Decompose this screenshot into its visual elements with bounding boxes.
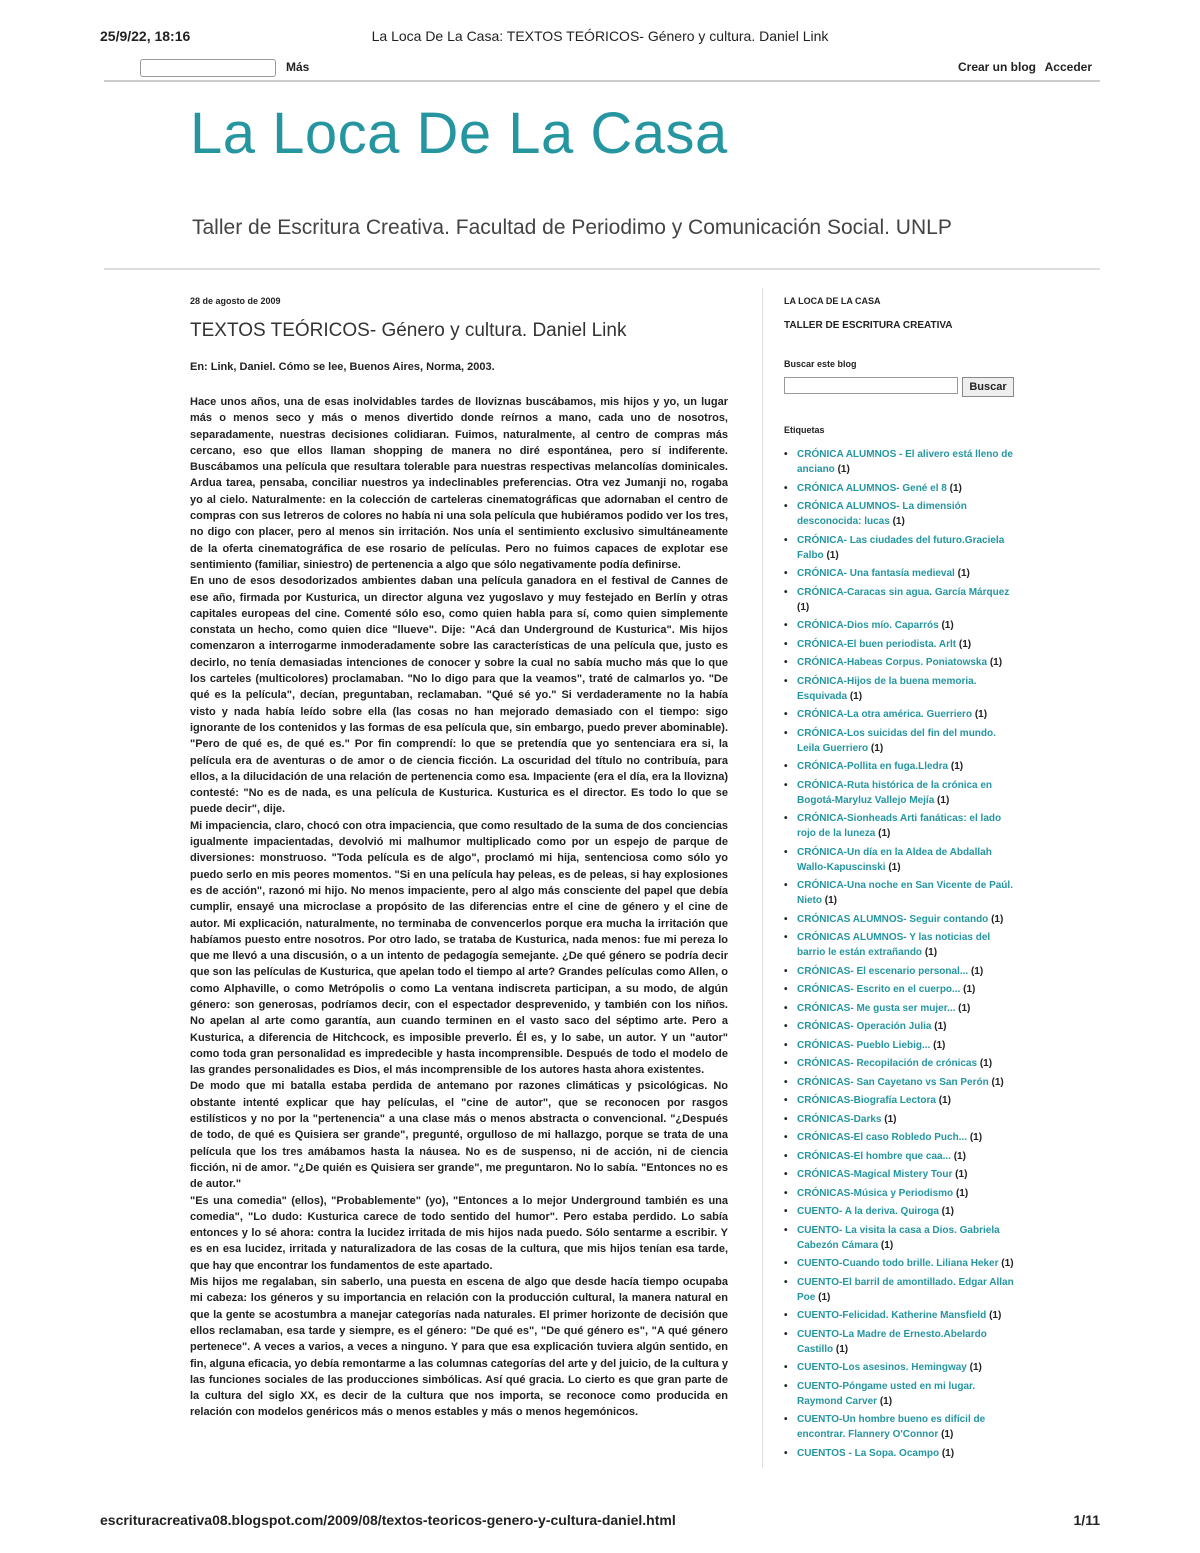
label-link[interactable]: CRÓNICA-Pollita en fuga.Lledra	[797, 761, 949, 772]
label-link[interactable]: CRÓNICAS-Magical Mistery Tour	[797, 1169, 953, 1180]
label-item	[784, 845, 1014, 875]
search-button[interactable]: Buscar	[962, 377, 1014, 397]
label-item	[784, 1186, 1014, 1201]
label-item	[784, 878, 1014, 908]
label-item	[784, 759, 1014, 774]
label-link[interactable]: CRÓNICAS-Darks	[797, 1113, 882, 1125]
label-link[interactable]: CRÓNICA- Las ciudades del futuro.Graciela Falbo	[797, 534, 1005, 561]
print-page-number: 1/11	[1073, 1512, 1100, 1528]
label-link[interactable]: CRÓNICAS- Recopilación de crónicas	[797, 1058, 978, 1069]
label-link[interactable]: CRÓNICA-La otra américa. Guerriero	[797, 709, 973, 720]
post-paragraph: Mi impaciencia, claro, chocó con otra impaciencia, que como resultado de la suma de dos conciencias igualmente impacientadas, devolvió mi malhumor multiplicado como por un espejo de parque de diversiones: monstruoso. "Toda película es de algo", proclamó mi hija, sentenciosa como sólo yo puedo serlo en mis peores momentos. "Si en una película hay peleas, es de peleas, si hay explosiones es de acción", razonó mi hijo. No menos impaciente, pero al algo más consciente del papel que debía cumplir, ensayé una microclase a propósito de las diferencias entre el cine de género y el cine de autor. Mi explicación, naturalmente, no terminaba de convencerlos porque era mucha la irritación que habíamos puesto entre nosotros. Por otro lado, se trataba de Kusturica, nada menos: fue mi pereza lo que me llevó a una discusión, o a un intento de pedagogía semejante. ¿De qué género se podría decir que son las películas de Kusturica, que apelan todo el tiempo al arte? Grandes películas como Allen, o como Alphaville, o como Metrópolis o como La ventana indiscreta participan, a su modo, de algún género: son generosas, podríamos decir, con el espectador desprevenido, y también con los niños. No apelan al arte como garantía, aun cuando terminen en el vasto saco del séptimo arte. Pero a Kusturica, a diferencia de Hitchcock, es imposible preverlo. Él es, y lo sabe, un autor. Y un "autor" como toda gran personalidad es impredecible y hasta incomprensible. Después de todo el modelo de las grandes personalidades es Dios, el más incomprensible de los autores hasta ahora existentes.	[190, 819, 728, 1077]
label-count: (1)	[941, 1206, 954, 1217]
labels-heading: Etiquetas	[784, 425, 825, 435]
navbar	[104, 52, 1100, 82]
sidebar	[784, 296, 1024, 1464]
label-item	[784, 499, 1014, 529]
header-divider	[104, 268, 1100, 270]
label-count: (1)	[924, 947, 938, 958]
label-link[interactable]: CUENTO-La Madre de Ernesto.Abelardo Castillo	[797, 1328, 987, 1355]
post-paragraph: Hace unos años, una de esas inolvidables tardes de lloviznas buscábamos, mis hijos y yo, un lugar más o menos seco y más o menos divertido donde reírnos a mano, cada uno de nosotros, separadamente, nuestras decisiones colidiaran. Fuimos, naturalmente, al centro de compras más cercano, eso que ellos llaman shopping de manera no diré espontánea, pero sí indiferente. Buscábamos una película que resultara tolerable para nuestras respectivas melancolías dominicales. Ardua tarea, pensaba, conciliar nuestros ya indeclinables preferencias. Otra vez Jumanji no, rogaba yo al cielo. Naturalmente: en la colección de carteleras cinematográficas que adornaban el centro de compras con sus letreros de colores no había ni una sola película que hubiéramos podido ver los tres, no digo con placer, pero al menos sin irritación. Nos unía el sentimiento exclusivo simultáneamente de la oferta cinematográfica de ese rosario de películas. Pero no fuimos capaces de explotar ese sentimiento (familiar, siniestro) de pertenencia a algo que sólo negativamente podía definirse.	[190, 396, 728, 571]
print-url: escrituracreativa08.blogspot.com/2009/08/textos-teoricos-genero-y-cultura-daniel.html	[100, 1512, 676, 1528]
label-item	[784, 811, 1014, 841]
label-count: (1)	[941, 1429, 954, 1440]
blog-description: Taller de Escritura Creativa. Facultad de Periodimo y Comunicación Social. UNLP	[192, 216, 952, 239]
label-link[interactable]: CRÓNICAS ALUMNOS- Seguir contando	[797, 913, 989, 925]
label-item	[784, 1360, 1014, 1375]
label-link[interactable]: CRÓNICA-Habeas Corpus. Poniatowska	[797, 657, 988, 668]
label-link[interactable]: CRÓNICAS- El escenario personal...	[797, 965, 969, 977]
label-count: (1)	[953, 1150, 966, 1162]
print-date: 25/9/22, 18:16	[100, 28, 191, 44]
post-paragraph: En uno de esos desodorizados ambientes daban una película ganadora en el festival de Cannes de ese año, firmada por Kusturica, un director alguna vez yugoslavo y muy festejado en Berlín y otras capitales europeas del cine. Comenté sólo eso, como quien habla para sí, como quien simplemente constata un hecho, como quien dice "llueve". Dije: "Acá dan Underground de Kusturica". Mis hijos comenzaron a interrogarme inmoderadamente sobre las características de una película que, justo es decirlo, no tenía demasiadas intenciones de conocer y sobre la cual no sabía mucho más que lo que los carteles (multicolores) proclamaban. "No lo digo para que la veamos", traté de calmarlos yo. "De qué es la película", decían, preguntaban, reclamaban. "Qué sé yo." Si verdaderamente no la había visto y nada había leído sobre ella (las cosas no han mejorado demasiado con el tiempo: sigo ignorante de los contenidos y las formas de esa película que, sin embargo, puedo prever abominable). "Pero de qué es, de qué es." Por fin comprendí: lo que se pretendía que yo sentenciara era si, la película era de aventuras o de amor o de ciencia ficción. La oscuridad del título no contribuía, para ellos, a la dilucidación de una relación de pertenencia como esa. Impaciente (era el día, era la llovizna) contesté: "No es de nada, es una película de Kusturica. Kusturica es el director. Es todo lo que se puede decir", dije.	[190, 575, 728, 816]
label-count: (1)	[969, 1362, 982, 1373]
label-item	[784, 585, 1014, 615]
label-item	[784, 674, 1014, 704]
label-item	[784, 982, 1014, 997]
label-link[interactable]: CRÓNICA ALUMNOS- Gené el 8	[797, 482, 947, 494]
post-paragraph: Mis hijos me regalaban, sin saberlo, una puesta en escena de algo que desde hacía tiempo ocupaba mi cabeza: los géneros y su importancia en relación con la producción cultural, la manera natural en que la gente se acostumbra a manejar categorías nada naturales. El primer horizonte de decisión que ellos reclamaban, esa tarde y siempre, es el género: "De qué es", "De qué género es", "A qué género pertenece". A veces a varios, a veces a ninguno. Y para que esa explicación tuviera algún sentido, en fin, alguna eficacia, yo debía remontarme a las columnas categorías del arte y del juicio, de la cultura y las funciones sociales de las producciones simbólicas. Así qué gracia. Lo cierto es que gran parte de la cultura del siglo XX, es decir de la cultura que nos importa, se reconoce como producida en relación con modelos genéricos más o menos estables y más o menos hegemónicos.	[190, 1276, 728, 1419]
label-link[interactable]: CUENTO- La visita la casa a Dios. Gabriela Cabezón Cámara	[797, 1224, 1000, 1251]
label-item	[784, 637, 1014, 652]
sidebar-heading: LA LOCA DE LA CASA	[784, 296, 881, 306]
label-item	[784, 1446, 1014, 1461]
label-item	[784, 964, 1014, 979]
label-count: (1)	[1001, 1258, 1014, 1269]
label-item	[784, 1327, 1014, 1357]
label-count: (1)	[989, 657, 1003, 668]
post-paragraph: De modo que mi batalla estaba perdida de antemano por razones climáticas y psicológicas. No obstante intenté explicar que hay películas, el "cine de autor", que se reconocen por rasgos estilísticos y no por la "pertenencia" a una clase más o menos abstracta o convencional. "¿Después de todo, de qué es Quisiera ser grande", pregunté, orgulloso de mi hallazgo, porque se trata de una película que los tres amábamos hasta la náusea. No es de suspenso, ni de acción, ni de ciencia ficción, ni de amor. "¿De quién es Quisiera ser grande", me preguntaron. No lo sabía. "Entonces no es de autor."	[190, 1080, 728, 1191]
search-heading: Buscar este blog	[784, 359, 857, 369]
label-count: (1)	[941, 620, 954, 631]
post-paragraph: "Es una comedia" (ellos), "Probablemente" (yo), "Entonces a lo mejor Underground también es una comedia", "Lo dudo: Kusturica carece de todo sentido del humor". Pero estaba perdido. Lo sabía entonces y lo sé ahora: contra la lucidez irritada de mis hijos nada puedo. Sólo sentarme a escribir. Y es en esa lucidez, irritada y naturalizadora de las cosas de la cultura, que mis hijos tenían esa tarde, que hay que encontrar los fundamentos de este apartado.	[190, 1194, 728, 1272]
label-count: (1)	[892, 516, 905, 527]
create-blog-link[interactable]: Crear un blog	[957, 60, 1036, 74]
label-item	[784, 447, 1014, 477]
label-item	[784, 1204, 1014, 1219]
post-title[interactable]: TEXTOS TEÓRICOS- Género y cultura. Daniel Link	[190, 320, 627, 341]
post-source: En: Link, Daniel. Cómo se lee, Buenos Aires, Norma, 2003.	[190, 361, 495, 373]
label-link[interactable]: CRÓNICA-El buen periodista. Arlt	[797, 638, 957, 650]
label-item	[784, 533, 1014, 563]
label-link[interactable]: CUENTO-El barril de amontillado. Edgar Allan Poe	[797, 1276, 1014, 1303]
label-count: (1)	[958, 638, 972, 650]
label-item	[784, 655, 1014, 670]
print-page-title: La Loca De La Casa: TEXTOS TEÓRICOS- Género y cultura. Daniel Link	[371, 28, 829, 44]
label-link[interactable]: CRÓNICAS-Música y Periodismo	[797, 1187, 954, 1199]
label-count: (1)	[870, 742, 884, 754]
blog-search-input[interactable]	[784, 377, 958, 394]
label-link[interactable]: CRÓNICAS ALUMNOS- Y las noticias del barrio le están extrañando	[797, 932, 991, 958]
label-count: (1)	[991, 1076, 1004, 1088]
column-divider	[762, 288, 763, 1468]
label-link[interactable]: CRÓNICA-Un día en la Aldea de Abdallah Wallo-Kapuscinski	[797, 846, 992, 873]
label-link[interactable]: CRÓNICAS-El hombre que caa...	[797, 1150, 951, 1162]
label-link[interactable]: CUENTOS - La Sopa. Ocampo	[797, 1447, 940, 1459]
label-link[interactable]: CRÓNICA ALUMNOS- La dimensión desconocida: lucas	[797, 501, 967, 527]
label-item	[784, 481, 1014, 496]
label-link[interactable]: CRÓNICA ALUMNOS - El alivero está lleno de anciano	[797, 449, 1013, 475]
label-item	[784, 1019, 1014, 1034]
login-link[interactable]: Acceder	[1044, 60, 1092, 74]
label-count: (1)	[950, 761, 964, 772]
label-item	[784, 566, 1014, 581]
label-link[interactable]: CRÓNICAS- Me gusta ser mujer...	[797, 1002, 956, 1014]
label-item	[784, 778, 1014, 808]
label-count: (1)	[849, 690, 863, 702]
label-link[interactable]: CRÓNICA-Sionheads Arti fanáticas: el lado rojo de la luneza	[797, 813, 1002, 839]
label-link[interactable]: CRÓNICAS- Escrito en el cuerpo...	[797, 984, 961, 995]
label-count: (1)	[949, 482, 962, 494]
label-count: (1)	[957, 568, 970, 579]
label-link[interactable]: CRÓNICA-Una noche en San Vicente de Paúl. Nieto	[797, 880, 1013, 906]
sidebar-subheading: TALLER DE ESCRITURA CREATIVA	[784, 320, 953, 331]
label-item	[784, 618, 1014, 633]
label-link[interactable]: CUENTO-Felicidad. Katherine Mansfield	[797, 1310, 987, 1321]
label-link[interactable]: CRÓNICAS-El caso Robledo Puch...	[797, 1132, 968, 1143]
label-count: (1)	[958, 1002, 971, 1014]
label-count: (1)	[826, 549, 839, 561]
label-count: (1)	[837, 464, 850, 475]
label-count: (1)	[797, 601, 810, 613]
labels-list	[784, 447, 1014, 1461]
label-link[interactable]: CRÓNICAS- San Cayetano vs San Perón	[797, 1076, 989, 1088]
label-count: (1)	[880, 1239, 894, 1251]
label-count: (1)	[979, 1058, 993, 1069]
label-link[interactable]: CRÓNICA-Los suicidas del fin del mundo. Leila Guerriero	[797, 727, 996, 754]
label-item	[784, 1379, 1014, 1409]
label-link[interactable]: CRÓNICAS- Pueblo Liebig...	[797, 1039, 931, 1051]
label-item	[784, 912, 1014, 927]
post-date: 28 de agosto de 2009	[190, 296, 281, 306]
label-item	[784, 726, 1014, 756]
label-item	[784, 1130, 1014, 1145]
label-link[interactable]: CRÓNICA-Hijos de la buena memoria. Esquivada	[797, 675, 977, 702]
label-link[interactable]: CUENTO-Póngame usted en mi lugar. Raymond Carver	[797, 1380, 976, 1407]
label-item	[784, 1167, 1014, 1182]
label-link[interactable]: CUENTO-Un hombre bueno es difícil de encontrar. Flannery O'Connor	[797, 1414, 986, 1440]
label-item	[784, 930, 1014, 960]
label-item	[784, 1112, 1014, 1127]
label-item	[784, 1275, 1014, 1305]
blog-title[interactable]: La Loca De La Casa	[190, 101, 728, 166]
label-count: (1)	[955, 1169, 968, 1180]
label-count: (1)	[938, 1095, 951, 1106]
label-item	[784, 1093, 1014, 1108]
label-link[interactable]: CUENTO-Los asesinos. Hemingway	[797, 1362, 967, 1373]
label-link[interactable]: CRÓNICA-Dios mío. Caparrós	[797, 620, 939, 631]
label-item	[784, 1149, 1014, 1164]
label-item	[784, 1412, 1014, 1442]
label-count: (1)	[884, 1113, 897, 1125]
label-count: (1)	[933, 1039, 946, 1051]
label-link[interactable]: CRÓNICA-Caracas sin agua. García Márquez	[797, 586, 1010, 598]
label-count: (1)	[879, 1395, 893, 1407]
label-count: (1)	[991, 913, 1004, 925]
label-count: (1)	[974, 709, 988, 720]
label-count: (1)	[970, 965, 984, 977]
label-link[interactable]: CRÓNICAS-Biografía Lectora	[797, 1095, 936, 1106]
label-link[interactable]: CUENTO- A la deriva. Quiroga	[797, 1206, 939, 1217]
label-item	[784, 1056, 1014, 1071]
label-item	[784, 1256, 1014, 1271]
label-item	[784, 707, 1014, 722]
label-count: (1)	[835, 1343, 849, 1355]
label-item	[784, 1038, 1014, 1053]
label-count: (1)	[963, 984, 976, 995]
label-item	[784, 1308, 1014, 1323]
label-count: (1)	[937, 794, 950, 806]
label-link[interactable]: CRÓNICAS- Operación Julia	[797, 1021, 932, 1032]
post-body	[190, 394, 728, 1421]
label-item	[784, 1223, 1014, 1253]
label-count: (1)	[888, 861, 901, 873]
navbar-more-link[interactable]: Más	[286, 60, 310, 74]
label-link[interactable]: CRÓNICA-Ruta histórica de la crónica en Bogotá-Maryluz Vallejo Mejía	[797, 779, 993, 806]
label-link[interactable]: CUENTO-Cuando todo brille. Liliana Heker	[797, 1258, 999, 1269]
label-count: (1)	[878, 828, 891, 839]
search-row	[784, 377, 1024, 397]
navbar-search-input[interactable]	[140, 59, 276, 77]
label-count: (1)	[824, 895, 838, 906]
label-item	[784, 1001, 1014, 1016]
label-link[interactable]: CRÓNICA- Una fantasía medieval	[797, 568, 955, 579]
label-count: (1)	[934, 1021, 947, 1032]
label-count: (1)	[818, 1291, 831, 1303]
label-count: (1)	[941, 1447, 955, 1459]
label-count: (1)	[955, 1187, 969, 1199]
label-item	[784, 1075, 1014, 1090]
label-count: (1)	[969, 1132, 983, 1143]
label-count: (1)	[989, 1310, 1002, 1321]
